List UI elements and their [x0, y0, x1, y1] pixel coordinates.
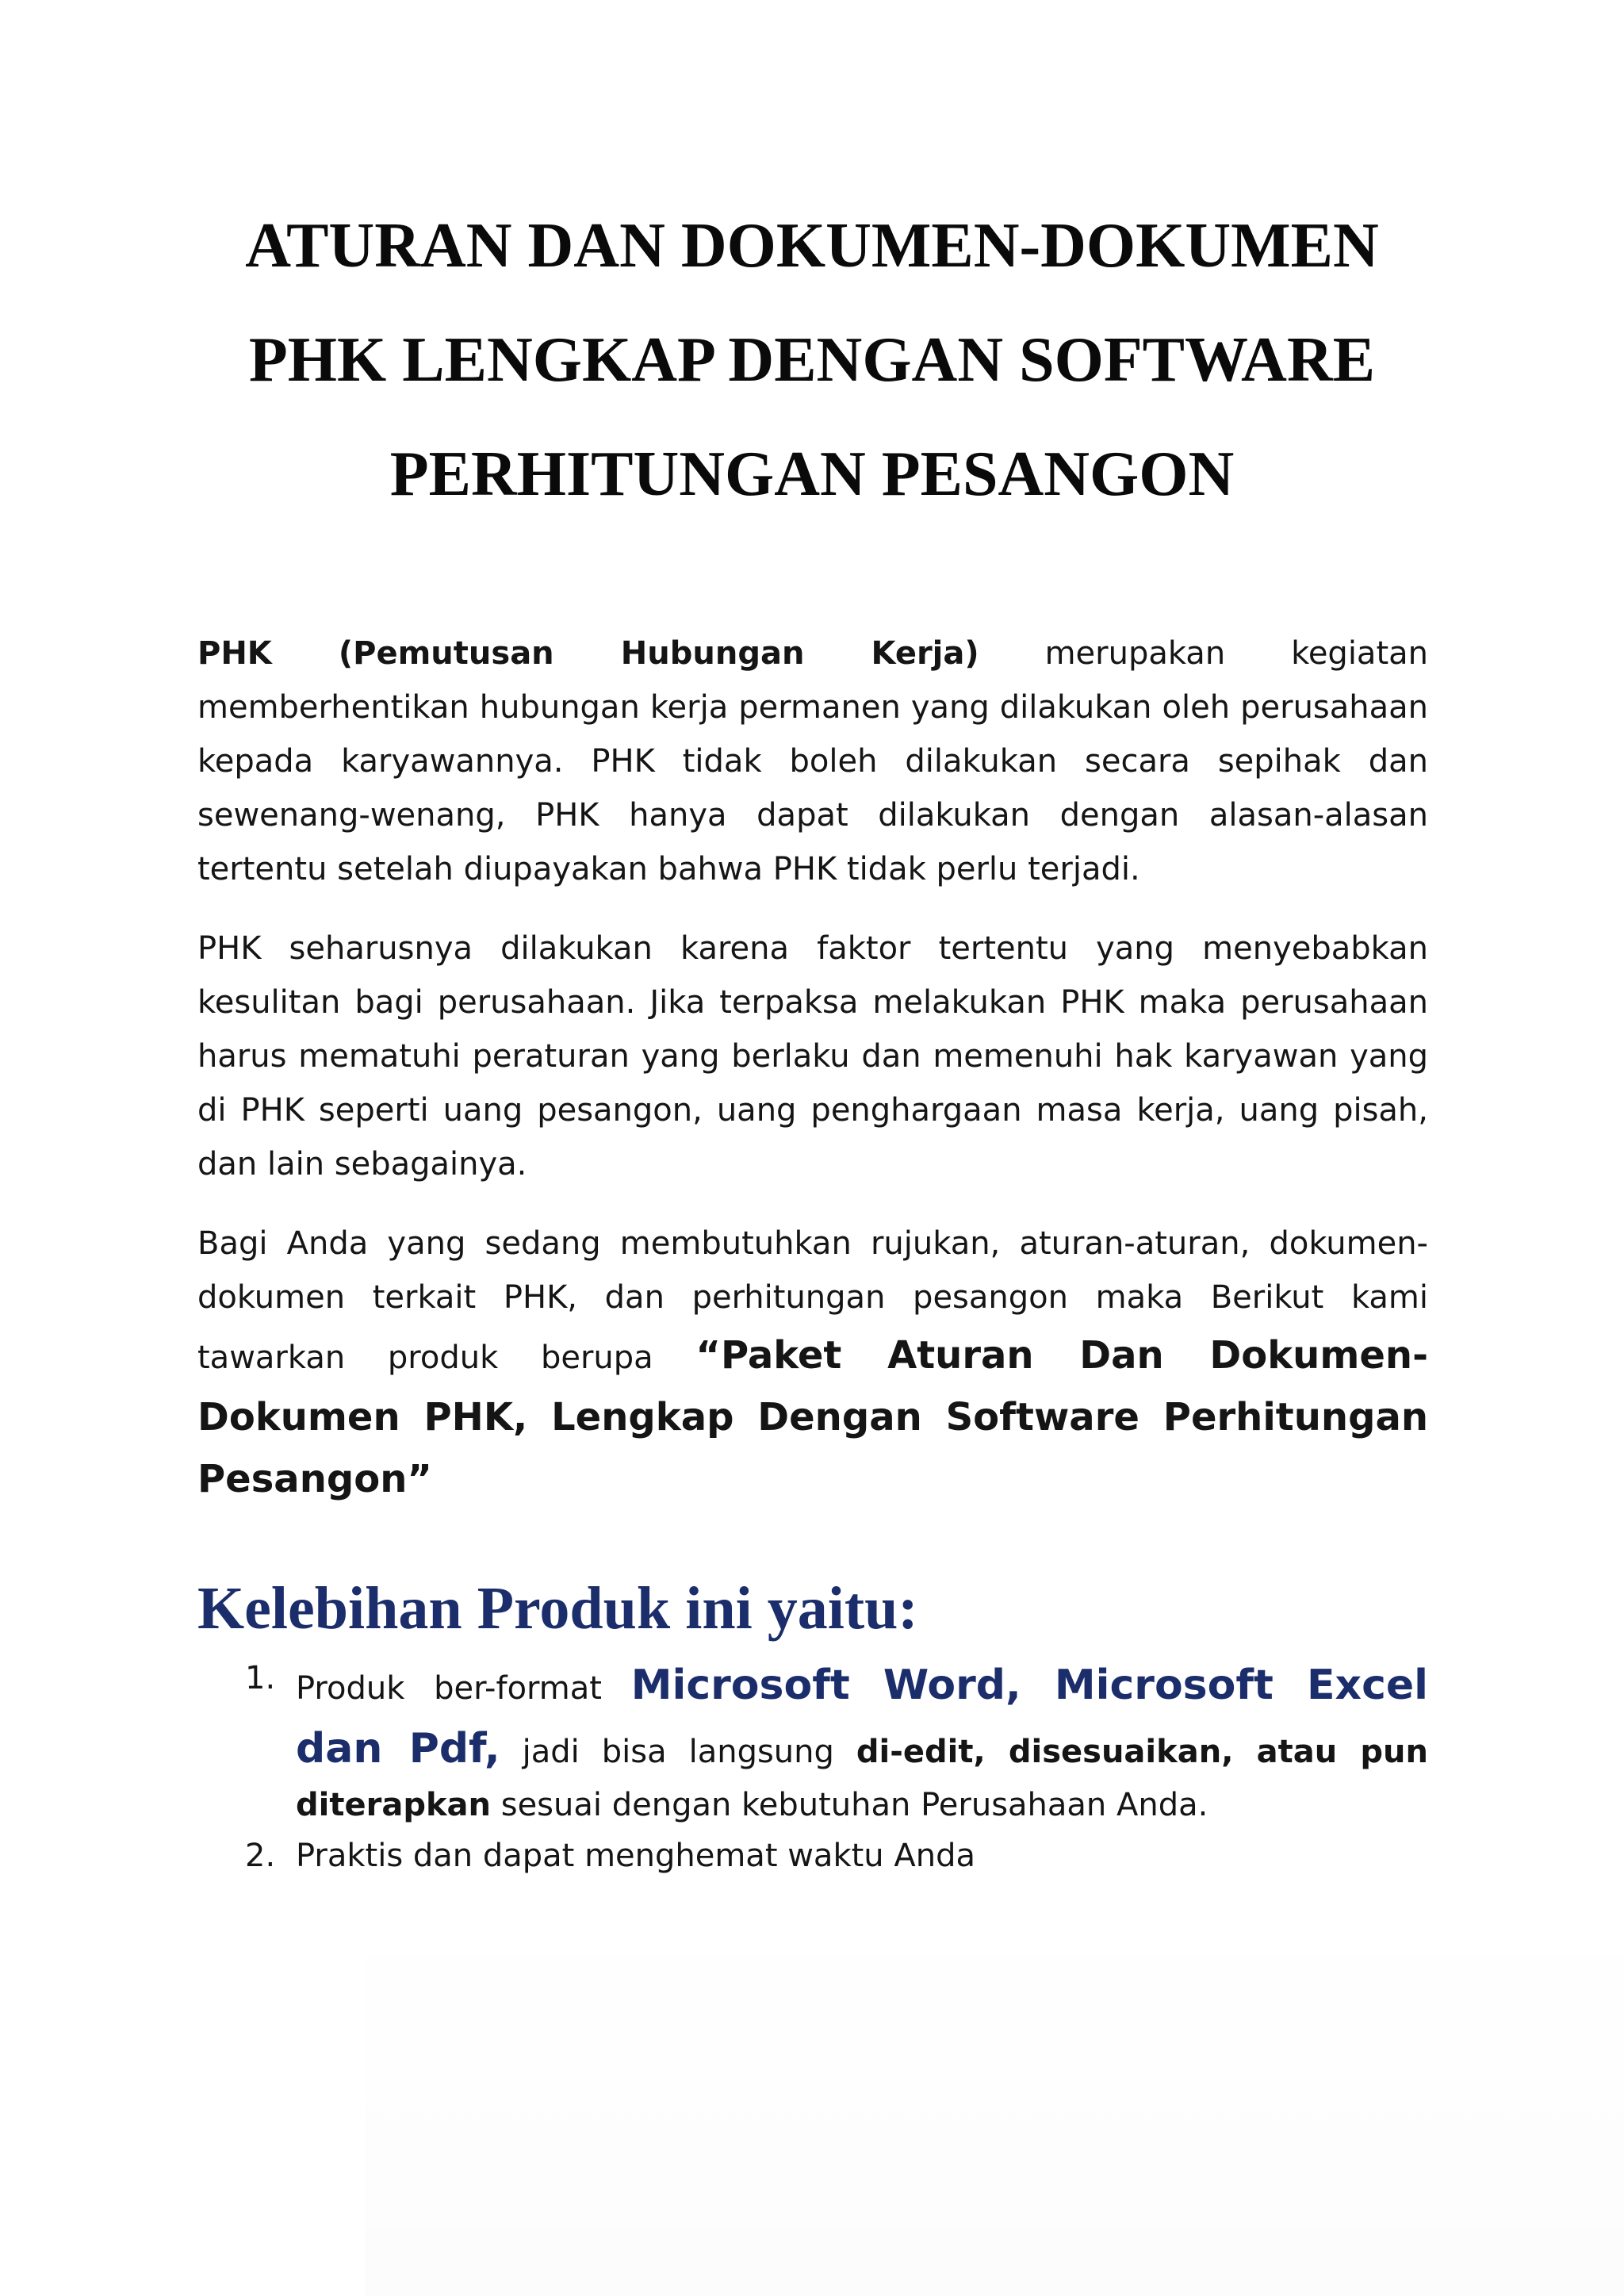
intro-section	[197, 627, 1428, 1535]
paragraph-2-text: PHK seharusnya dilakukan karena faktor tertentu yang menyebabkan kesulitan bagi perusahaan. Jika terpaksa melakukan PHK maka perusahaan harus mematuhi peraturan yang berlaku dan memenuhi hak karyawan yang di PHK seperti uang pesangon, uang penghargaan masa kerja, uang pisah, dan lain sebagainya.	[197, 930, 1428, 1182]
item-1-middle: jadi bisa langsung	[500, 1734, 856, 1770]
paragraph-3-text: Bagi Anda yang sedang membutuhkan rujukan, aturan-aturan, dokumen-dokumen terkait PHK, dan perhitungan pesangon maka Berikut kami tawarkan produk berupa	[197, 1225, 1428, 1376]
title-line-2: PHK LENGKAP DENGAN SOFTWARE	[248, 325, 1376, 395]
paragraph-1	[197, 627, 1428, 896]
document-title	[119, 189, 1505, 531]
product-name: “Paket Aturan Dan Dokumen-Dokumen PHK, Lengkap Dengan Software Perhitungan Pesangon”	[197, 1333, 1429, 1501]
item-1-suffix: sesuai dengan kebutuhan Perusahaan Anda.	[491, 1787, 1208, 1823]
item-1-prefix: Produk ber-format	[296, 1670, 631, 1707]
paragraph-1-text: merupakan kegiatan memberhentikan hubungan kerja permanen yang dilakukan oleh perusahaan kepada karyawannya. PHK tidak boleh dilakukan secara sepihak dan sewenang-wenang, PHK hanya dapat dilakukan dengan alasan-alasan tertentu setelah diupayakan bahwa PHK tidak perlu terjadi.	[197, 635, 1428, 887]
list-item	[197, 1831, 1428, 1880]
file-formats: Microsoft Word, Microsoft Excel dan Pdf,	[296, 1662, 1428, 1773]
list-number: 2.	[245, 1838, 276, 1874]
item-2-text: Praktis dan dapat menghemat waktu Anda	[296, 1838, 975, 1874]
list-item	[197, 1654, 1428, 1830]
phk-definition-term: PHK (Pemutusan Hubungan Kerja)	[197, 635, 979, 672]
paragraph-3	[197, 1217, 1428, 1510]
title-line-3: PERHITUNGAN PESANGON	[389, 439, 1235, 509]
list-number: 1.	[245, 1660, 276, 1696]
advantages-list	[197, 1654, 1428, 1882]
title-line-1: ATURAN DAN DOKUMEN-DOKUMEN	[245, 211, 1379, 281]
item-1-bold-text: di-edit, disesuaikan, atau pun diterapkan	[296, 1734, 1428, 1823]
paragraph-2	[197, 922, 1428, 1191]
page-shading	[365, 1888, 1624, 2296]
section-heading: Kelebihan Produk ini yaitu:	[197, 1575, 918, 1642]
